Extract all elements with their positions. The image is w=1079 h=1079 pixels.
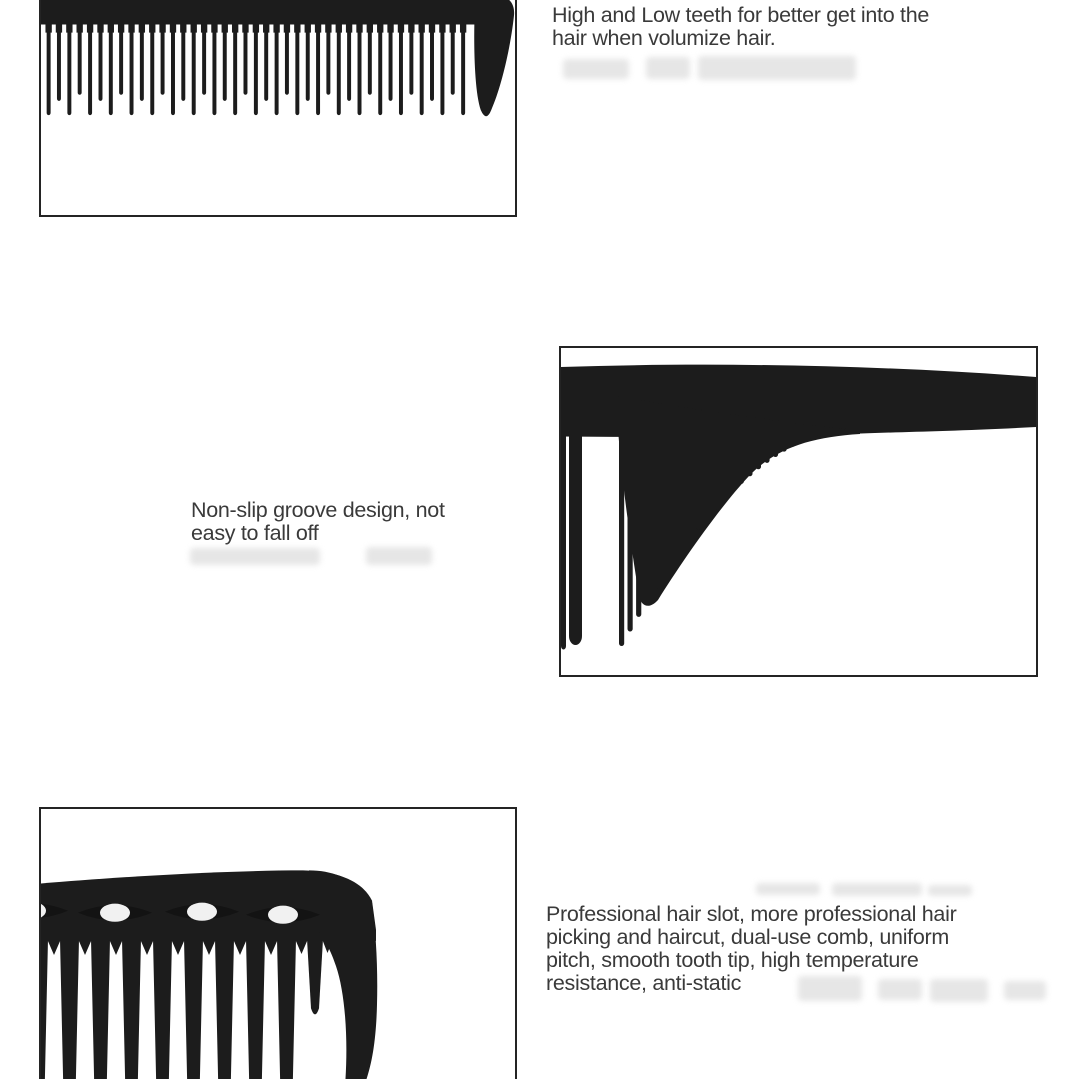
caption-high-low-teeth	[552, 4, 929, 50]
erased-text-artifact	[930, 979, 988, 1002]
caption-line: High and Low teeth for better get into the	[552, 3, 930, 27]
erased-text-artifact	[698, 56, 856, 80]
photo-frame-wide-tooth-comb	[39, 807, 517, 1079]
comb-tail-teeth-image	[561, 348, 1036, 675]
wide-tooth-comb-image	[41, 809, 515, 1079]
caption-line: picking and haircut, dual-use comb, uniform	[546, 925, 949, 949]
caption-line: easy to fall off	[191, 521, 319, 545]
erased-text-artifact	[563, 59, 629, 79]
erased-text-artifact	[832, 883, 922, 896]
erased-text-artifact	[756, 883, 820, 895]
fine-tooth-comb-image	[41, 0, 515, 215]
caption-line: hair when volumize hair.	[552, 26, 776, 50]
caption-line: Non-slip groove design, not	[191, 498, 445, 522]
caption-line: Professional hair slot, more professional hair	[546, 902, 957, 926]
erased-text-artifact	[928, 885, 972, 896]
caption-line: resistance, anti-static	[546, 971, 742, 995]
caption-non-slip	[191, 499, 445, 545]
erased-text-artifact	[646, 57, 690, 79]
photo-frame-comb-tail	[559, 346, 1038, 677]
erased-text-artifact	[190, 548, 320, 565]
erased-text-artifact	[798, 976, 862, 1001]
erased-text-artifact	[366, 547, 432, 565]
photo-frame-high-low-teeth-comb	[39, 0, 517, 217]
erased-text-artifact	[1004, 981, 1046, 1000]
caption-line: pitch, smooth tooth tip, high temperature	[546, 948, 919, 972]
erased-text-artifact	[878, 979, 922, 1000]
